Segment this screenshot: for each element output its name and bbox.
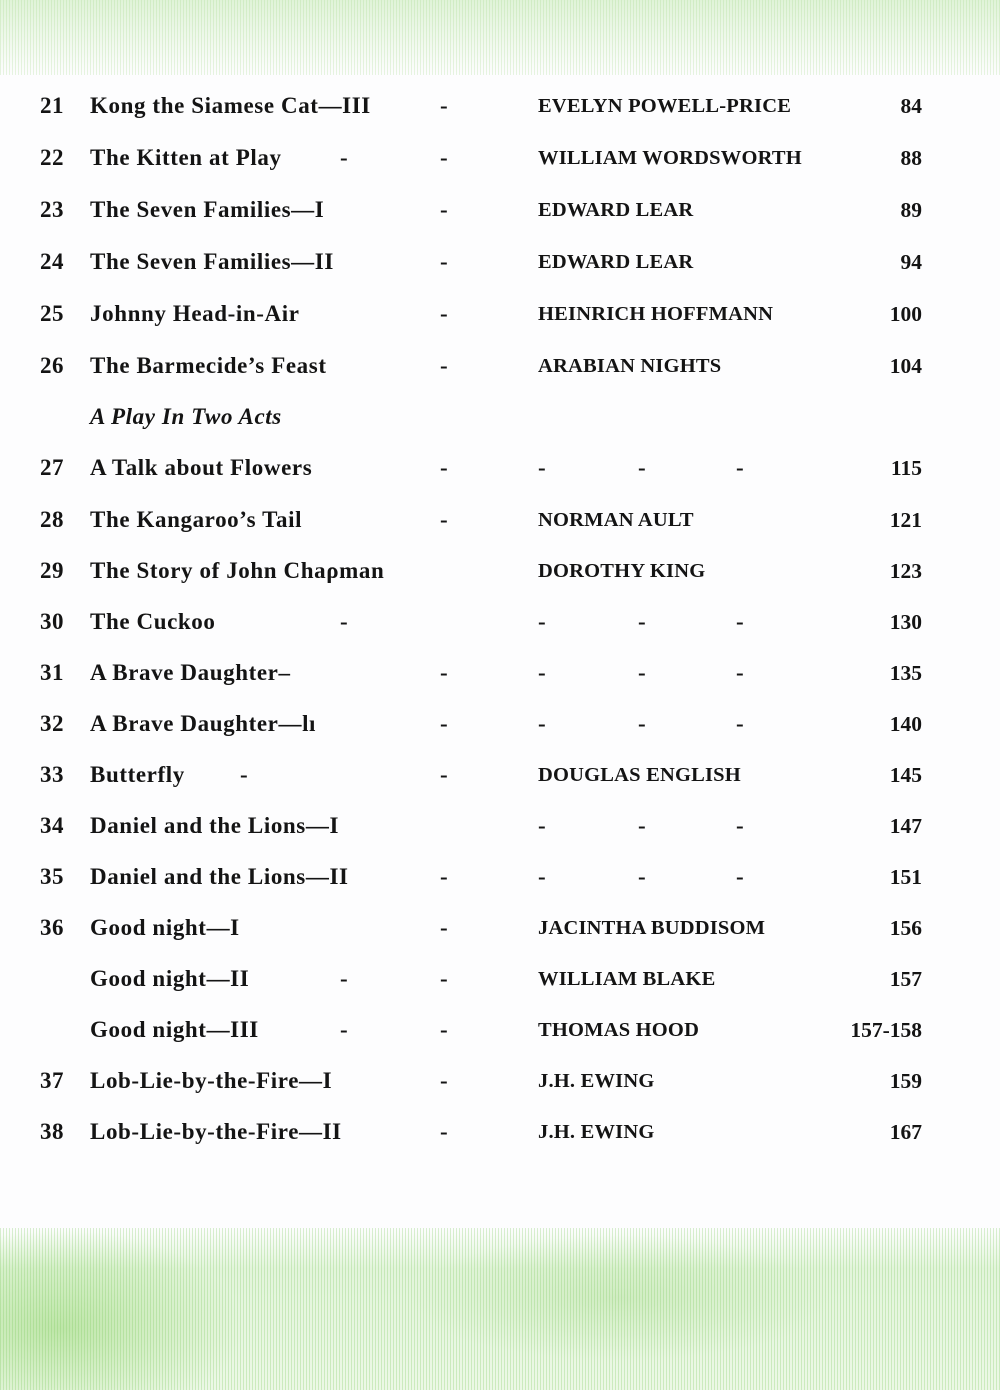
- entry-page-number: 157: [889, 967, 922, 991]
- entry-title: The Cuckoo: [90, 609, 216, 634]
- entry-title: Johnny Head-in-Air: [90, 301, 300, 326]
- entry-author: J.H. EWING: [538, 1070, 655, 1092]
- entry-author: WILLIAM BLAKE: [538, 968, 716, 990]
- entry-page-number: 156: [889, 916, 922, 940]
- entry-page-number: 167: [889, 1120, 922, 1144]
- toc-entry[interactable]: [0, 857, 1000, 897]
- entry-title: A Brave Daughter—lı: [90, 711, 317, 736]
- entry-title: The Story of John Chaρman: [90, 558, 385, 583]
- entry-page-number: 140: [889, 712, 922, 736]
- author-placeholder-dash: -: [736, 609, 744, 634]
- toc-entry[interactable]: [0, 190, 1000, 230]
- toc-entry[interactable]: [0, 551, 1000, 591]
- author-placeholder-dash: -: [736, 711, 744, 736]
- entry-author: ARABIAN NIGHTS: [538, 355, 722, 377]
- leader-dash: -: [440, 93, 448, 118]
- toc-entry[interactable]: [0, 755, 1000, 795]
- leader-dash: -: [440, 966, 448, 991]
- author-placeholder-dash: -: [538, 660, 546, 685]
- entry-page-number: 100: [889, 302, 922, 326]
- toc-entry[interactable]: [0, 704, 1000, 744]
- leader-dash: -: [440, 197, 448, 222]
- leader-dash: -: [440, 660, 448, 685]
- entry-author: DOROTHY KING: [538, 560, 706, 582]
- leader-dash: -: [440, 711, 448, 736]
- leader-dash: -: [440, 301, 448, 326]
- leader-dash: -: [440, 353, 448, 378]
- entry-title: Good night—III: [90, 1017, 259, 1042]
- leader-dash: -: [440, 507, 448, 532]
- author-placeholder-dash: -: [538, 864, 546, 889]
- entry-title: Kong the Siamese Cat—III: [90, 93, 371, 118]
- author-placeholder-dash: -: [538, 711, 546, 736]
- entry-author: DOUGLAS ENGLISH: [538, 764, 741, 786]
- toc-entry[interactable]: [0, 448, 1000, 488]
- entry-number: 23: [40, 197, 64, 222]
- entry-number: 28: [40, 507, 64, 532]
- toc-entry[interactable]: [0, 294, 1000, 334]
- entry-page-number: 147: [889, 814, 922, 838]
- leader-dash: -: [440, 1017, 448, 1042]
- author-placeholder-dash: -: [736, 864, 744, 889]
- author-placeholder-dash: -: [736, 813, 744, 838]
- toc-entry[interactable]: [0, 1061, 1000, 1101]
- author-placeholder-dash: -: [736, 455, 744, 480]
- entry-number: 29: [40, 558, 64, 583]
- entry-number: 21: [40, 93, 64, 118]
- author-placeholder-dash: -: [638, 711, 646, 736]
- toc-entry[interactable]: [0, 908, 1000, 948]
- entry-number: 22: [40, 145, 64, 170]
- entry-number: 38: [40, 1119, 64, 1144]
- entry-page-number: 157-158: [850, 1018, 922, 1042]
- author-placeholder-dash: -: [736, 660, 744, 685]
- leader-dash: -: [440, 145, 448, 170]
- leader-dash: -: [340, 609, 348, 634]
- entry-author: NORMAN AULT: [538, 509, 694, 531]
- entry-number: 26: [40, 353, 64, 378]
- toc-entry[interactable]: [0, 1010, 1000, 1050]
- entry-number: 30: [40, 609, 64, 634]
- author-placeholder-dash: -: [538, 455, 546, 480]
- entry-number: 34: [40, 813, 64, 838]
- toc-entry[interactable]: [0, 86, 1000, 126]
- toc-entry[interactable]: [0, 500, 1000, 540]
- toc-entry[interactable]: [0, 1112, 1000, 1152]
- entry-page-number: 115: [890, 456, 922, 480]
- toc-entry[interactable]: [0, 397, 1000, 437]
- entry-author: EDWARD LEAR: [538, 251, 694, 273]
- entry-number: 33: [40, 762, 64, 787]
- entry-title: Lob-Lie-by-the-Fire—II: [90, 1119, 342, 1144]
- toc-entry[interactable]: [0, 959, 1000, 999]
- entry-author: EVELYN POWELL-PRICE: [538, 95, 792, 117]
- entry-number: 37: [40, 1068, 64, 1093]
- author-placeholder-dash: -: [538, 609, 546, 634]
- entry-title: The Seven Families—I: [90, 197, 325, 222]
- entry-page-number: 151: [889, 865, 922, 889]
- entry-number: 27: [40, 455, 64, 480]
- leader-dash: -: [340, 966, 348, 991]
- entry-title: Daniel and the Lions—II: [90, 864, 349, 889]
- entry-title: The Kitten at Play: [90, 145, 282, 170]
- author-placeholder-dash: -: [538, 813, 546, 838]
- leader-dash: -: [440, 864, 448, 889]
- entry-number: 31: [40, 660, 64, 685]
- author-placeholder-dash: -: [638, 813, 646, 838]
- entry-title: The Seven Families—II: [90, 249, 334, 274]
- entry-page-number: 88: [900, 146, 922, 170]
- entry-author: WILLIAM WORDSWORTH: [538, 147, 802, 169]
- leader-dash: -: [440, 915, 448, 940]
- toc-entry[interactable]: [0, 653, 1000, 693]
- leader-dash: -: [440, 1068, 448, 1093]
- decorative-green-border-bottom: [0, 1228, 1000, 1390]
- entry-title: The Barmecide’s Feast: [90, 353, 327, 378]
- entry-page-number: 104: [889, 354, 922, 378]
- entry-page-number: 135: [889, 661, 922, 685]
- entry-number: 32: [40, 711, 64, 736]
- leader-dash: -: [440, 249, 448, 274]
- leader-dash: -: [440, 762, 448, 787]
- toc-entry[interactable]: [0, 346, 1000, 386]
- entry-author: J.H. EWING: [538, 1121, 655, 1143]
- entry-page-number: 94: [900, 250, 922, 274]
- author-placeholder-dash: -: [638, 455, 646, 480]
- leader-dash: -: [440, 455, 448, 480]
- decorative-green-border-top: [0, 0, 1000, 75]
- entry-title: The Kangaroo’s Tail: [90, 507, 303, 532]
- entry-number: 36: [40, 915, 64, 940]
- leader-dash: -: [440, 1119, 448, 1144]
- toc-entry[interactable]: [0, 138, 1000, 178]
- entry-page-number: 130: [889, 610, 922, 634]
- author-placeholder-dash: -: [638, 864, 646, 889]
- entry-page-number: 159: [889, 1069, 922, 1093]
- leader-dash: -: [340, 1017, 348, 1042]
- entry-page-number: 89: [900, 198, 922, 222]
- entry-title: Lob-Lie-by-the-Fire—I: [90, 1068, 333, 1093]
- entry-page-number: 123: [889, 559, 922, 583]
- entry-title: Good night—I: [90, 915, 240, 940]
- toc-entry[interactable]: [0, 806, 1000, 846]
- entry-number: 35: [40, 864, 64, 889]
- entry-title: A Talk about Flowers: [90, 455, 313, 480]
- entry-number: 25: [40, 301, 64, 326]
- author-placeholder-dash: -: [638, 660, 646, 685]
- entry-number: 24: [40, 249, 64, 274]
- entry-title: Daniel and the Lions—I: [90, 813, 340, 838]
- entry-author: THOMAS HOOD: [538, 1019, 700, 1041]
- toc-entry[interactable]: [0, 242, 1000, 282]
- entry-title: A Brave Daughter–: [90, 660, 291, 685]
- author-placeholder-dash: -: [638, 609, 646, 634]
- entry-page-number: 121: [889, 508, 922, 532]
- entry-author: EDWARD LEAR: [538, 199, 694, 221]
- leader-dash: -: [240, 762, 248, 787]
- entry-page-number: 84: [900, 94, 922, 118]
- entry-title: Butterfly: [90, 762, 185, 787]
- leader-dash: -: [340, 145, 348, 170]
- entry-author: HEINRICH HOFFMANN: [538, 303, 774, 325]
- entry-author: JACINTHA BUDDISOM: [538, 917, 766, 939]
- entry-subtitle: A Play In Two Acts: [90, 404, 282, 429]
- entry-page-number: 145: [889, 763, 922, 787]
- entry-title: Good night—II: [90, 966, 250, 991]
- toc-entry[interactable]: [0, 602, 1000, 642]
